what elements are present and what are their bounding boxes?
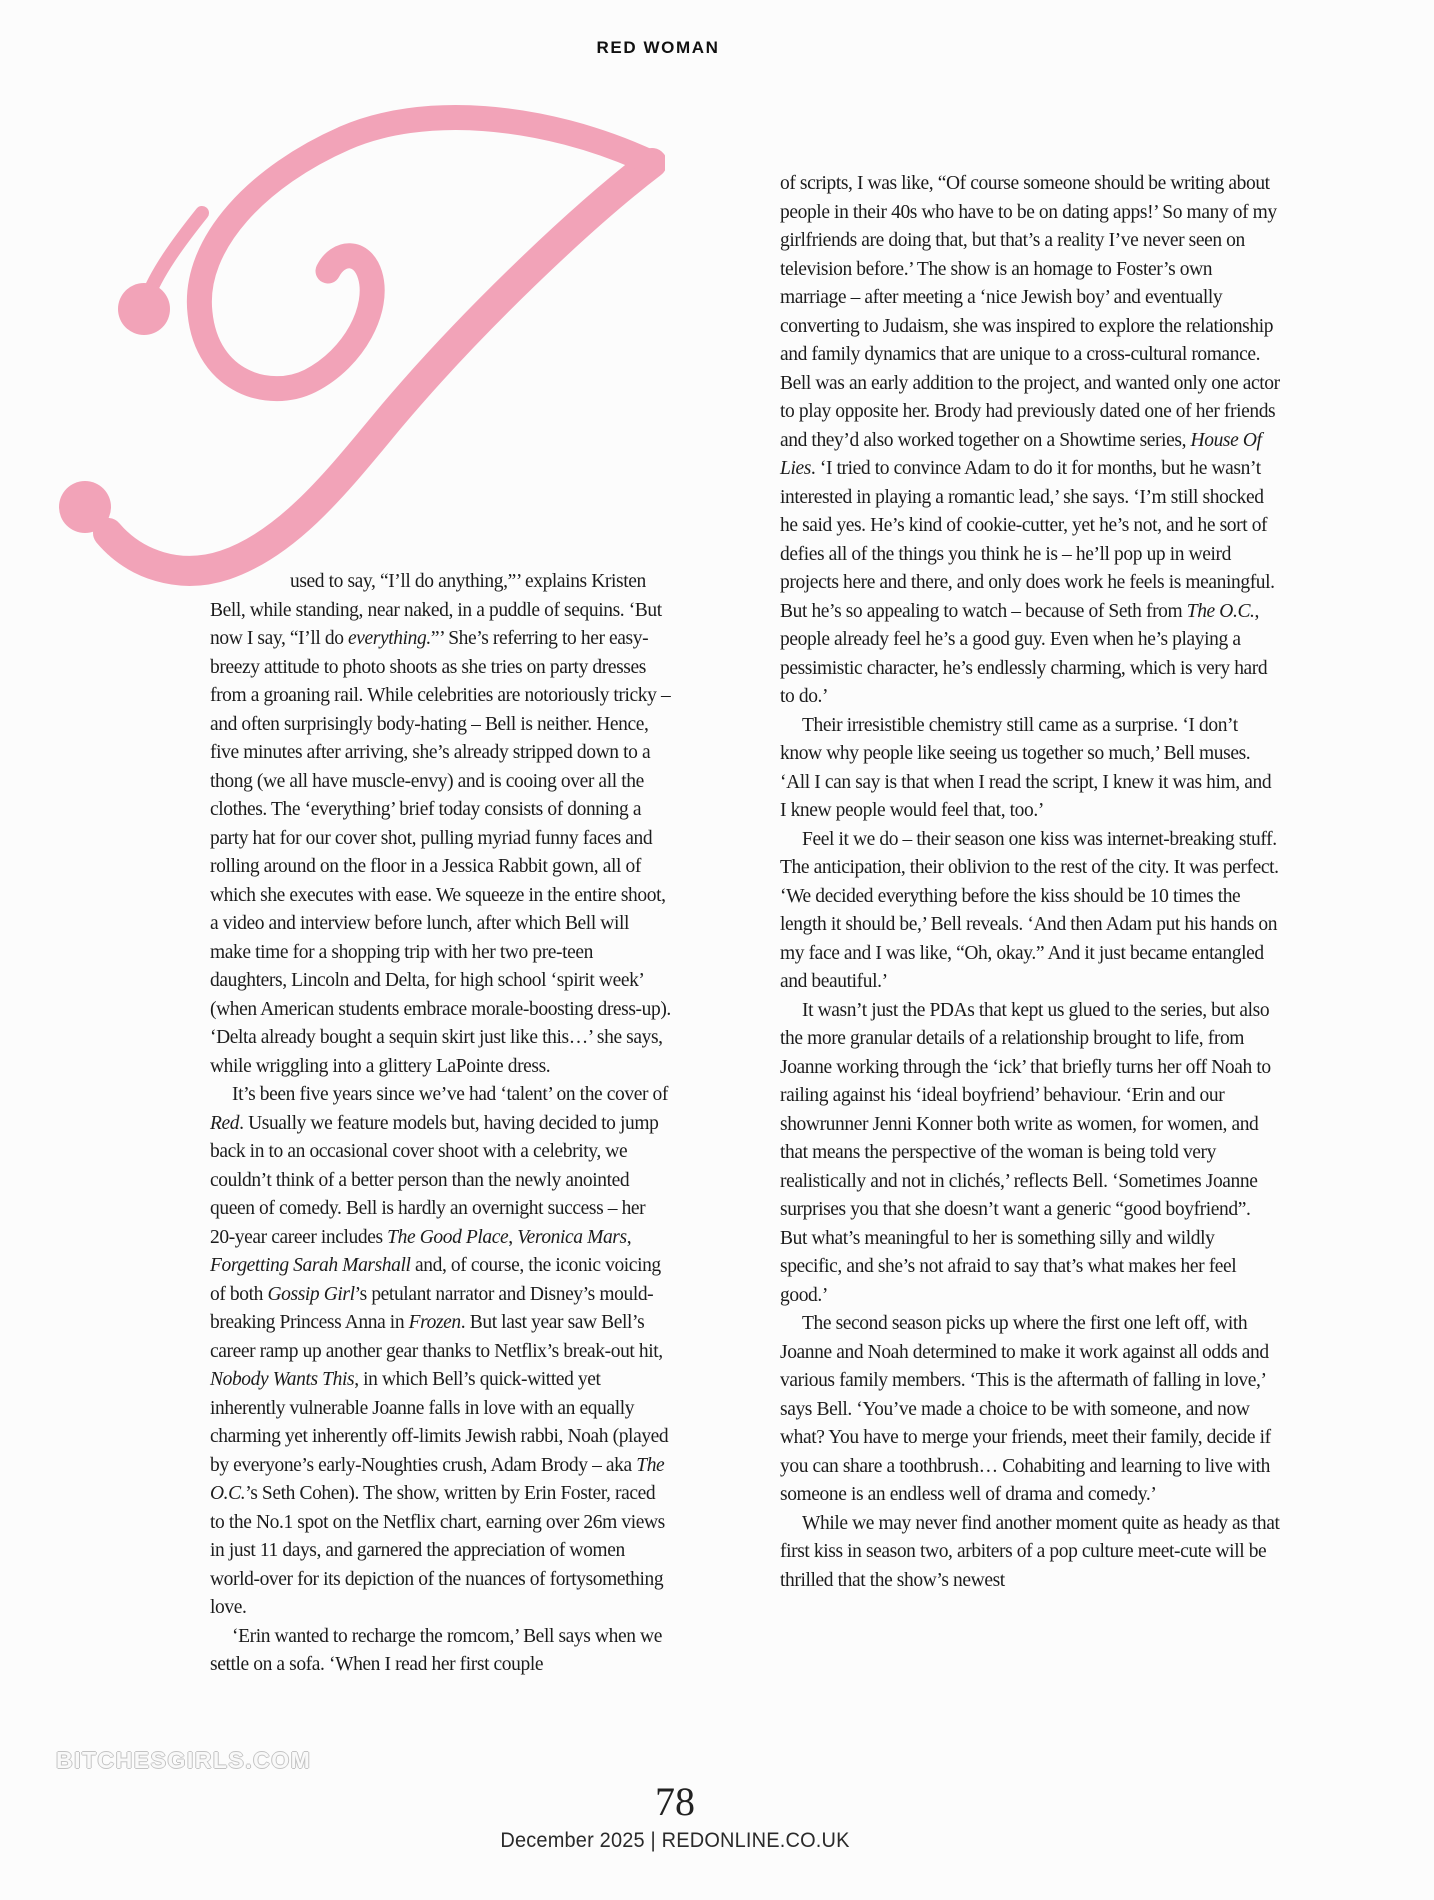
text-run: It wasn’t just the PDAs that kept us glued to the series, but also the more granular details of a relationship brought to life, from Joanne working through the ‘ick’ that briefly turns her off Noah to railing against his ‘ideal boyfriend’ behaviour. ‘Erin and our showrunner Jenni Konner both write as women, for women, and that means the perspective of the woman is being told very realistically and not in clichés,’ reflects Bell. ‘Sometimes Joanne surprises you that she doesn’t want a generic “good boyfriend”. But what’s meaningful to her is something silly and wildly specific, and she’s not afraid to say that’s what makes her feel good.’	[780, 999, 1271, 1306]
drop-cap-letter-I	[40, 103, 665, 598]
italic-run: Nobody Wants This	[210, 1369, 355, 1390]
paragraph	[210, 568, 672, 1081]
italic-run: everything.	[348, 628, 431, 649]
paragraph	[780, 1510, 1280, 1596]
paragraph	[780, 826, 1280, 997]
drop-cap-tail-ball	[59, 481, 111, 533]
text-run: of scripts, I was like, “Of course someone should be writing about people in their 40s who have to be on dating apps!’ So many of my girlfriends are doing that, but that’s a reality I’ve never seen on television before.’ The show is an homage to Foster’s own marriage – after meeting a ‘nice Jewish boy’ and eventually converting to Judaism, she was inspired to explore the relationship and family dynamics that are unique to a cross-cultural romance. Bell was an early addition to the project, and wanted only one actor to play opposite her. Brody had previously dated one of her friends and they’d also worked together on a Showtime series,	[780, 173, 1280, 451]
text-run: Feel it we do – their season one kiss was internet-breaking stuff. The anticipation, their oblivion to the rest of the city. It was perfect. ‘We decided everything before the kiss should be 10 times the length it should be,’ Bell reveals. ‘And then Adam put his hands on my face and I was like, “Oh, okay.” And it just became entangled and beautiful.’	[780, 828, 1279, 992]
paragraph	[780, 170, 1280, 712]
text-run: . ‘I tried to convince Adam to do it for months, but he wasn’t interested in playing a romantic lead,’ she says. ‘I’m still shocked he said yes. He’s kind of cookie-cutter, yet he’s not, and he sort of defies all of the things you think he is – he’ll pop up in weird projects here and there, and only does work he feels is meaningful. But he’s so appealing to watch – because of Seth from	[780, 458, 1275, 622]
italic-run: House Of Lies	[780, 429, 1262, 479]
text-run: . Usually we feature models but, having decided to jump back in to an occasional cover shoot with a celebrity, we couldn’t think of a better person than the newly anointed queen of comedy. Bell is hardly an overnight success – her 20-year career includes	[210, 1112, 659, 1248]
text-run: ‘Erin wanted to recharge the romcom,’ Bell says when we settle on a sofa. ‘When I read her first couple	[210, 1625, 662, 1675]
text-run: Their irresistible chemistry still came as a surprise. ‘I don’t know why people like seeing us together so much,’ Bell muses. ‘All I can say is that when I read the script, I knew it was him, and I knew people would feel that, too.’	[780, 714, 1272, 821]
paragraph	[210, 1081, 672, 1623]
footer-line: December 2025 | REDONLINE.CO.UK	[500, 1829, 850, 1852]
italic-run: Frozen	[408, 1312, 461, 1333]
italic-run: Forgetting Sarah Marshall	[210, 1255, 411, 1276]
italic-run: The O.C.	[1186, 600, 1255, 622]
drop-cap-quote-ball	[118, 283, 170, 335]
drop-cap-loop-stroke	[199, 118, 652, 389]
text-run: ’s petulant narrator and Disney’s mould-breaking Princess Anna in	[210, 1283, 654, 1333]
text-run: and, of course, the iconic voicing of both	[210, 1255, 661, 1305]
italic-run: Veronica Mars	[517, 1226, 627, 1248]
italic-run: Gossip Girl	[267, 1283, 355, 1305]
text-run: ’s Seth Cohen). The show, written by Erin Foster, raced to the No.1 spot on the Netflix chart, earning over 26m views in just 11 days, and garnered the appreciation of women world-over for its depiction of the nuances of fortysomething love.	[210, 1483, 665, 1618]
italic-run: Red	[210, 1112, 240, 1134]
page-header: RED WOMAN	[596, 38, 720, 57]
text-run: ”’ She’s referring to her easy-breezy attitude to photo shoots as she tries on party dresses from a groaning rail. While celebrities are notoriously tricky – and often surprisingly body-hating – Bell is neither. Hence, five minutes after arriving, she’s already stripped down to a thong (we all have muscle-envy) and is cooing over all the clothes. The ‘everything’ brief today consists of donning a party hat for our cover shot, pulling myriad funny faces and rolling around on the floor in a Jessica Rabbit gown, all of which she executes with ease. We squeeze in the entire shoot, a video and interview before lunch, after which Bell will make time for a shopping trip with her two pre-teen daughters, Lincoln and Delta, for high school ‘spirit week’ (when American students embrace morale-boosting dress-up). ‘Delta already bought a sequin skirt just like this…’ she says, while wriggling into a glittery LaPointe dress.	[210, 628, 671, 1077]
paragraph	[210, 1623, 672, 1680]
text-run: used to say, “I’ll do anything,”’ explains Kristen Bell, while standing, near naked, in a puddle of sequins. ‘But now I say, “I’ll do	[210, 571, 662, 649]
text-run: , people already feel he’s a good guy. Even when he’s playing a pessimistic character, he’s endlessly charming, which is very hard to do.’	[780, 600, 1268, 707]
watermark: BITCHESGIRLS.COM	[56, 1747, 312, 1773]
text-run: ,	[508, 1226, 518, 1248]
right-column	[780, 170, 1280, 1595]
text-run: The second season picks up where the first one left off, with Joanne and Noah determined to make it work against all odds and various family members. ‘This is the aftermath of falling in love,’ says Bell. ‘You’ve made a choice to be with someone, and now what? You have to merge your friends, meet their family, decide if you can share a toothbrush… Cohabiting and learning to live with someone is an endless well of drama and comedy.’	[780, 1313, 1271, 1505]
left-column	[210, 568, 672, 1680]
text-run: While we may never find another moment quite as heady as that first kiss in season two, arbiters of a pop culture meet-cute will be thrilled that the show’s newest	[780, 1512, 1280, 1591]
text-run: . But last year saw Bell’s career ramp up another gear thanks to Netflix’s break-out hit,	[210, 1312, 663, 1362]
italic-run: The Good Place	[387, 1226, 509, 1248]
text-run: , in which Bell’s quick-witted yet inherently vulnerable Joanne falls in love with an equally charming yet inherently off-limits Jewish rabbi, Noah (played by everyone’s early-Noughties crush, Adam Brody – aka	[210, 1369, 669, 1476]
text-run: It’s been five years since we’ve had ‘talent’ on the cover of	[232, 1084, 668, 1105]
paragraph	[780, 712, 1280, 826]
page-number: 78	[655, 1779, 695, 1824]
paragraph	[780, 997, 1280, 1311]
text-run: ,	[626, 1226, 632, 1248]
paragraph	[780, 1310, 1280, 1510]
italic-run: The O.C.	[210, 1454, 665, 1504]
